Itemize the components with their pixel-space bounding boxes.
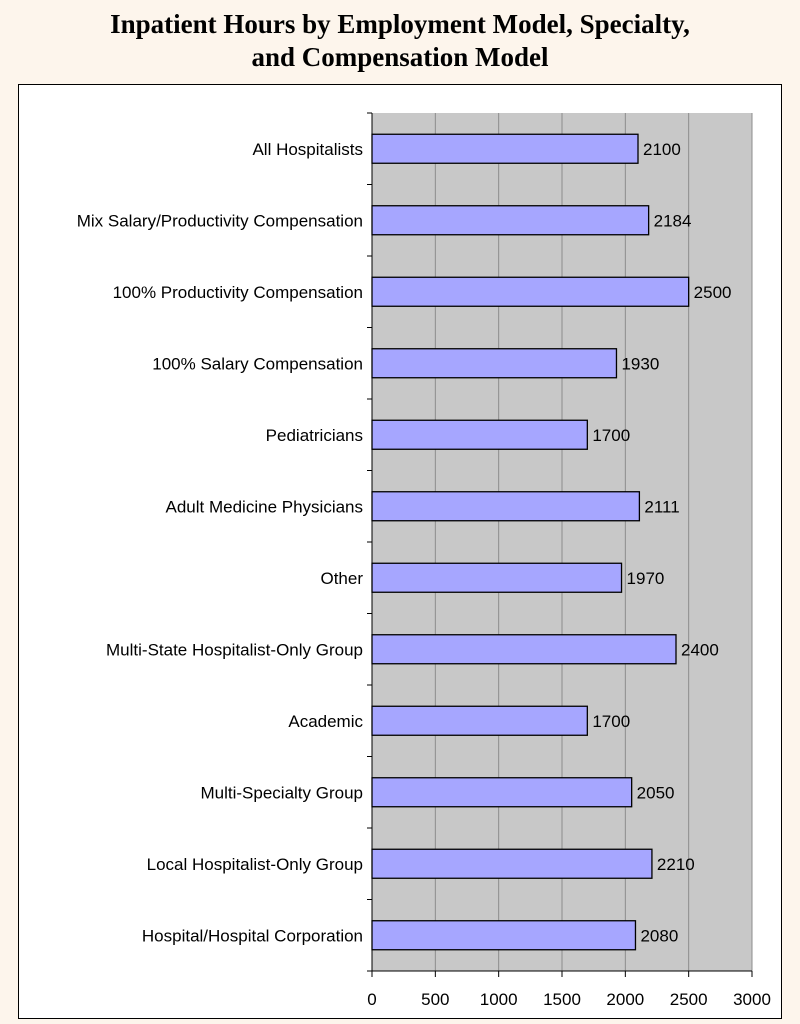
category-label: 100% Salary Compensation (152, 354, 363, 374)
x-tick-label: 0 (367, 990, 377, 1009)
data-label: 1970 (626, 568, 665, 588)
data-label: 2500 (693, 282, 732, 302)
category-label: Academic (288, 711, 363, 731)
data-label: 2400 (681, 640, 719, 660)
category-label: Multi-State Hospitalist-Only Group (106, 640, 363, 660)
bar (372, 206, 649, 235)
data-label: 2111 (644, 497, 680, 517)
x-tick-label: 500 (421, 990, 450, 1009)
category-label: All Hospitalists (252, 139, 363, 159)
bar (372, 420, 587, 449)
bar (372, 706, 587, 735)
chart-title-line-1: Inpatient Hours by Employment Model, Specialty, (110, 9, 690, 39)
x-tick-label: 1500 (543, 990, 581, 1009)
data-label: 1930 (621, 354, 660, 374)
data-label: 1700 (592, 711, 631, 731)
x-tick-label: 1000 (479, 990, 518, 1009)
bar (372, 849, 652, 878)
category-label: Hospital/Hospital Corporation (141, 926, 363, 946)
category-label: Local Hospitalist-Only Group (146, 854, 363, 874)
chart-title-line-2: and Compensation Model (251, 42, 549, 72)
x-tick-label: 3000 (733, 990, 771, 1009)
x-tick-label: 2500 (669, 990, 708, 1009)
bar (372, 778, 632, 807)
data-label: 2100 (643, 139, 681, 159)
x-tick-label: 2000 (606, 990, 645, 1009)
data-label: 2080 (640, 926, 679, 946)
bar (372, 921, 635, 950)
bar (372, 635, 676, 664)
category-label: Adult Medicine Physicians (165, 497, 363, 517)
data-label: 2184 (653, 211, 692, 231)
category-label: Pediatricians (265, 425, 363, 445)
data-label: 2210 (656, 854, 695, 874)
category-label: Mix Salary/Productivity Compensation (76, 211, 363, 231)
data-label: 2050 (636, 783, 675, 803)
category-label: 100% Productivity Compensation (112, 282, 363, 302)
bar (372, 492, 639, 521)
category-label: Other (320, 568, 363, 588)
bar (372, 134, 638, 163)
bar (372, 563, 622, 592)
data-label: 1700 (592, 425, 631, 445)
bar (372, 277, 689, 306)
bar (372, 349, 616, 378)
category-label: Multi-Specialty Group (200, 783, 363, 803)
